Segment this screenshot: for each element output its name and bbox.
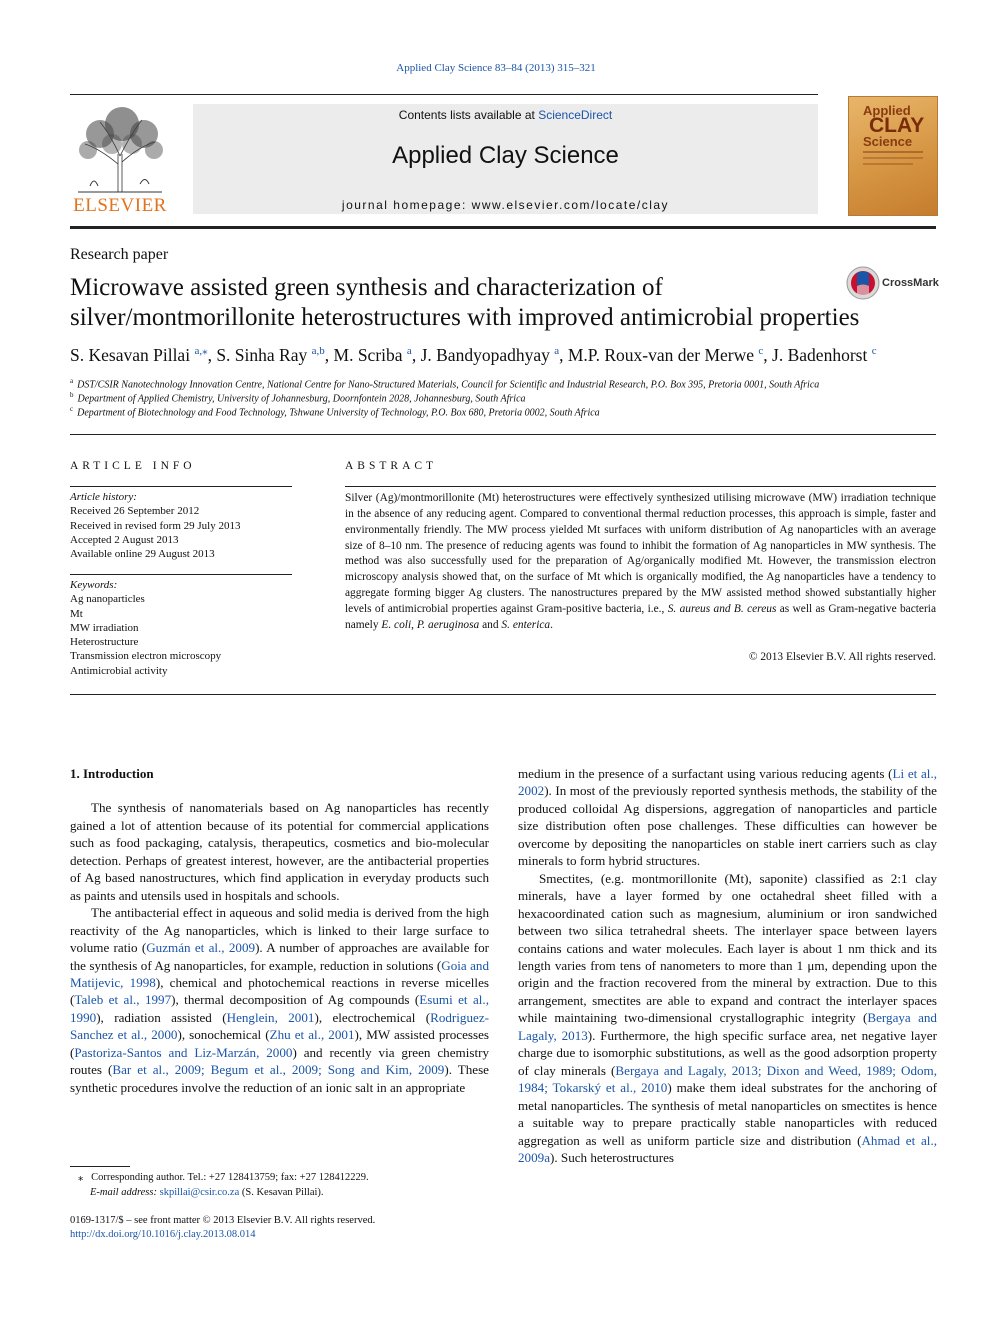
author-2 (216, 345, 333, 365)
author-separator: , (324, 344, 334, 365)
journal-name: Applied Clay Science (392, 142, 619, 169)
text-run: ). In most of the previously reported synthesis methods, the stability of the produced colloidal Ag dispersions, aggregation of nanoparticles and particle size distribution often pose challenges. These difficulties can however be overcome by depositing the nanoparticles on stable inert carriers such as clay minerals to form hybrid structures. (518, 783, 937, 869)
journal-citation[interactable]: Applied Clay Science 83–84 (2013) 315–321 (396, 62, 596, 74)
citation-link[interactable]: Pastoriza-Santos and Liz-Marzán, 2000 (74, 1044, 293, 1060)
cover-title-applied: Applied (863, 103, 911, 118)
author-6 (772, 345, 877, 365)
cover-title-science: Science (863, 134, 913, 149)
cover-title-clay: CLAY (869, 114, 925, 137)
author-3 (334, 345, 421, 365)
abstract-part: Silver (Ag)/montmorillonite (Mt) heterostructures were effectively synthesized utilising microwave (MW) irradiation technique in the absence of any reducing agent. Compared to conventional thermal reduction processes, this approach is simple, faster and environmentally friendly. The MW process yielded Mt surfaces with uniform distribution of Ag nanoparticles with an average size of 8–10 nm. The presence of reducing agents was found to inhibit the formation of Ag nanoparticles in MW synthesis. The method was also successfully used for the preparation of Ag/organically modified Mt. However, the transmission electron microscopy analysis showed that, on the surface of Mt which is organically modified, the Ag nanoparticles have a tendency to aggregate forming bigger Ag clusters. The nanostructures prepared by the MW assisted method showed substantially higher levels of antimicrobial properties against Gram-positive bacteria, i.e., (345, 492, 936, 615)
keyword-item: Transmission electron microscopy (70, 650, 222, 663)
keyword-item: Antimicrobial activity (70, 664, 168, 677)
footnote-mark: ⁎ (78, 1172, 84, 1183)
elsevier-tree-logo (70, 104, 170, 194)
paragraph (70, 904, 489, 1096)
affiliation-text: Department of Biotechnology and Food Technology, Tshwane University of Technology, P.O. Box 680, Pretoria 0002, South Africa (77, 407, 600, 419)
keyword-item: Ag nanoparticles (70, 593, 145, 606)
article-history (70, 490, 292, 561)
citation-link[interactable]: Ahmad et al., 2009a (518, 1132, 937, 1165)
author-4 (421, 345, 568, 365)
history-received: Received 26 September 2012 (70, 505, 200, 518)
contents-prefix: Contents lists available at (398, 108, 539, 122)
text-run: ), thermal decomposition of Ag compounds ( (171, 992, 420, 1008)
abstract-text (345, 491, 936, 634)
text-run: ), chemical and photochemical reactions in reverse micelles ( (70, 974, 489, 1008)
abstract-part: as well as Gram-negative bacteria namely (345, 602, 936, 631)
author-affiliation-mark[interactable]: a,b (311, 345, 325, 357)
abstract-copyright: © 2013 Elsevier B.V. All rights reserved. (748, 651, 936, 663)
citation-link[interactable]: Bergaya and Lagaly, 2013; Dixon and Weed, 1989; Odom, 1984; Tokarský et al., 2010 (518, 1062, 937, 1096)
affiliation-mark: b (70, 391, 74, 399)
abstract-species: P. aeruginosa (416, 618, 480, 631)
author-1 (70, 345, 216, 365)
citation-link[interactable]: Henglein, 2001 (226, 1009, 315, 1025)
journal-masthead (193, 104, 818, 214)
author-name[interactable]: S. Sinha Ray (216, 344, 308, 365)
article-info-rule (70, 486, 292, 487)
affiliation-b (70, 391, 950, 404)
cover-line (863, 157, 923, 159)
author-name[interactable]: J. Badenhorst (772, 344, 868, 365)
affiliation-mark: c (70, 405, 74, 413)
journal-cover-image (848, 96, 938, 216)
text-run: The antibacterial effect in aqueous and solid media is derived from the high reactivity of the Ag nanoparticles, which is linked to their large surface to volume ratio ( (70, 905, 489, 956)
paragraph (518, 765, 937, 870)
text-run: ), sonochemical ( (177, 1027, 270, 1043)
author-affiliation-mark[interactable]: c (871, 345, 877, 357)
text-run: ), MW assisted processes ( (70, 1027, 490, 1060)
front-matter: 0169-1317/$ – see front matter © 2013 Elsevier B.V. All rights reserved. (70, 1215, 376, 1226)
text-run: ), radiation assisted ( (96, 1009, 227, 1025)
affiliation-text: Department of Applied Chemistry, University of Johannesburg, Doornfontein 2028, Johannesburg, South Africa (77, 393, 526, 405)
author-name[interactable]: M. Scriba (333, 344, 403, 365)
affiliations-rule (70, 434, 936, 435)
abstract-bottom-rule (70, 694, 936, 695)
footnote-rule (70, 1166, 130, 1167)
author-affiliation-mark[interactable]: a (406, 345, 412, 357)
text-run: medium in the presence of a surfactant using various reducing agents ( (518, 766, 893, 781)
paragraph: The synthesis of nanomaterials based on Ag nanoparticles has recently gained a lot of attention because of its potential for commercial applications such as food packaging, catalysis, therapeutics, cosmetics and bio-molecular detection. Perhaps of greatest interest, however, are the antibacterial properties of Ag based nanostructures, which find application in everyday products such as paints and utensils used in hospitals and schools. (70, 800, 489, 903)
author-affiliation-mark[interactable]: c (758, 345, 764, 357)
citation-link[interactable]: Goia and Matijevic, 1998 (70, 957, 490, 990)
paragraph (518, 870, 937, 1167)
author-separator: , (559, 344, 568, 365)
author-separator: , (763, 344, 773, 365)
contents-line (193, 108, 818, 122)
journal-homepage[interactable]: journal homepage: www.elsevier.com/locate/clay (341, 198, 670, 212)
keyword-item: Mt (70, 607, 83, 620)
history-revised: Received in revised form 29 July 2013 (70, 519, 241, 532)
article-title: Microwave assisted green synthesis and characterization of silver/montmorillonite heterostructures with improved antimicrobial properties (70, 274, 860, 331)
citation-link[interactable]: Li et al., 2002 (518, 766, 937, 799)
keywords-label: Keywords: (70, 579, 118, 591)
article-type: Research paper (70, 246, 169, 263)
citation-link[interactable]: Bar et al., 2009; Begum et al., 2009; Song and Kim, 2009 (112, 1062, 445, 1078)
header-rule-thick (70, 226, 936, 229)
section-heading: 1. Introduction (70, 766, 154, 781)
keywords (70, 578, 292, 678)
affiliation-c (70, 405, 950, 418)
text-run: ) make them ideal substrates for the anchoring of metal nanoparticles. The synthesis of metal nanoparticles on smectites is hence a suitable way to prepare practically stable nanoparticles with reduced aggregation as well as uniform particle size and distribution ( (518, 1080, 937, 1148)
citation-link[interactable]: Esumi et al., 1990 (70, 992, 489, 1025)
email-owner: (S. Kesavan Pillai). (239, 1187, 324, 1198)
author-separator: , (207, 344, 217, 365)
citation-link[interactable]: Zhu et al., 2001 (269, 1027, 355, 1043)
keyword-item: Heterostructure (70, 636, 139, 649)
history-label: Article history: (70, 491, 137, 503)
abstract-part: , (411, 618, 417, 631)
abstract-part: . (550, 618, 553, 631)
crossmark-label[interactable]: CrossMark (882, 277, 939, 289)
author-5 (568, 345, 772, 365)
abstract-heading: ABSTRACT (345, 460, 438, 472)
affiliation-mark: a (70, 377, 74, 385)
body-left-column (70, 765, 489, 1096)
cover-line (863, 163, 913, 165)
history-online: Available online 29 August 2013 (70, 548, 215, 561)
citation-link[interactable]: Taleb et al., 1997 (74, 992, 172, 1008)
abstract-part: and (479, 618, 502, 631)
body-right-column (518, 765, 937, 1166)
text-run: ). Such heterostructures (550, 1149, 674, 1165)
article-info-heading: ARTICLE INFO (70, 460, 196, 472)
text-run: ). These synthetic procedures involve the reduction of an ionic salt in an appropriate (70, 1062, 489, 1095)
author-affiliation-mark[interactable]: a (554, 345, 560, 357)
abstract-rule (345, 486, 936, 487)
text-run: ) and recently via green chemistry routes ( (70, 1044, 489, 1078)
citation-link[interactable]: Rodriguez-Sanchez et al., 2000 (70, 1009, 489, 1043)
author-affiliation-mark[interactable]: a,⁎ (194, 345, 208, 357)
doi-link[interactable]: http://dx.doi.org/10.1016/j.clay.2013.08.014 (70, 1229, 256, 1240)
affiliation-text: DST/CSIR Nanotechnology Innovation Centre, National Centre for Nano-Structured Materials, Council for Scientific and Industrial Research, P.O. Box 395, Pretoria 0001, South Africa (77, 379, 820, 391)
history-accepted: Accepted 2 August 2013 (70, 533, 179, 546)
author-name[interactable]: J. Bandyopadhyay (420, 344, 550, 365)
sciencedirect-link[interactable]: ScienceDirect (538, 108, 613, 122)
abstract-species: S. aureus and B. cereus (667, 602, 777, 615)
affiliation-a (70, 377, 950, 390)
cover-line (863, 151, 923, 153)
author-name[interactable]: S. Kesavan Pillai (70, 344, 191, 365)
author-name[interactable]: M.P. Roux-van der Merwe (567, 344, 755, 365)
header-rule-top (70, 94, 818, 95)
citation-link[interactable]: Bergaya and Lagaly, 2013 (518, 1010, 937, 1043)
abstract-species: S. enterica (501, 618, 551, 631)
keyword-item: MW irradiation (70, 621, 139, 634)
email-note (70, 1186, 510, 1200)
footnote-corresponding: Corresponding author. Tel.: +27 128413759; fax: +27 128412229. (91, 1172, 369, 1183)
corresponding-author-note (70, 1171, 498, 1185)
crossmark-icon[interactable] (846, 266, 880, 300)
text-run: Smectites, (e.g. montmorillonite (Mt), saponite) classified as 2:1 clay minerals, have a layer formed by one octahedral sheet filled with a hexacoordinated cation such as magnesium, aluminium or iron sandwiched between two silica tetrahedral sheets. The interlayer space between layers contains cations and water molecules. Each layer is about 1 nm thick and its length varies from tens of nanometers to more than 1 μm, depending upon the origin and the fraction recovered from the mineral by extraction. Due to this arrangement, smectites are able to expand and contract the interlayer spaces while maintaining two-dimensional crystallographic integrity ( (518, 870, 937, 1026)
abstract-species: E. coli (381, 618, 412, 631)
publisher-logo-text: ELSEVIER (73, 195, 167, 216)
keywords-rule (70, 574, 292, 575)
doi-line (70, 1228, 490, 1242)
author-list (70, 344, 950, 366)
author-separator: , (411, 344, 421, 365)
email-link[interactable]: skpillai@csir.co.za (159, 1187, 240, 1198)
citation-link[interactable]: Guzmán et al., 2009 (146, 940, 256, 956)
text-run: ). A number of approaches are available for the synthesis of Ag nanoparticles, for example, reduction in solutions ( (70, 940, 490, 973)
email-label: E-mail address: (90, 1187, 157, 1198)
text-run: ), electrochemical ( (314, 1009, 431, 1025)
text-run: ). Furthermore, the high specific surface area, net negative layer charge due to isomorphic substitutions, as well as the good adsorption property of clay minerals ( (518, 1027, 937, 1078)
